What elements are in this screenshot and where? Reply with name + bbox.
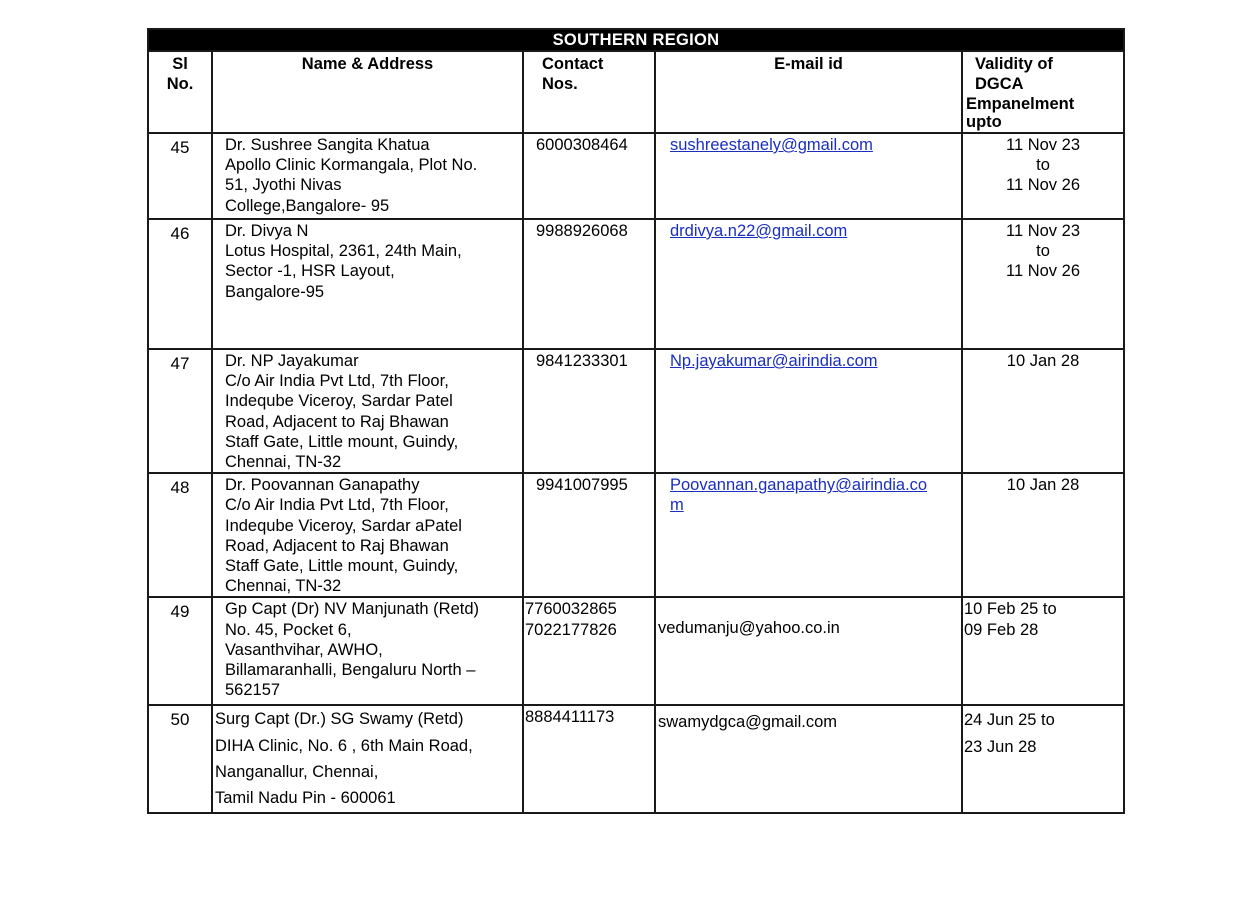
contact-no: [523, 473, 655, 597]
name-address: [212, 705, 523, 812]
table-row: [148, 219, 1124, 349]
sl-no: 48: [148, 473, 212, 597]
address-line: Chennai, TN-32: [225, 453, 342, 472]
validity-line: 23 Jun 28: [964, 737, 1037, 756]
contact-no: [523, 349, 655, 473]
validity-line: 09 Feb 28: [964, 620, 1039, 639]
phone-number: 7760032865: [525, 600, 617, 619]
table-row: [148, 473, 1124, 597]
address-line: College,Bangalore- 95: [225, 196, 390, 215]
header-name-address: Name & Address: [212, 51, 523, 133]
address-line: No. 45, Pocket 6,: [225, 620, 352, 639]
contact-no: [523, 597, 655, 705]
address-line: Tamil Nadu Pin - 600061: [215, 789, 396, 808]
address-line: Indeqube Viceroy, Sardar Patel: [225, 392, 453, 411]
phone-number: 9941007995: [536, 476, 628, 495]
header-row: [148, 51, 1124, 133]
name-line: Surg Capt (Dr.) SG Swamy (Retd): [215, 710, 464, 729]
validity: [962, 219, 1124, 349]
address-line: Staff Gate, Little mount, Guindy,: [225, 557, 459, 576]
address-line: C/o Air India Pvt Ltd, 7th Floor,: [225, 372, 449, 391]
phone-number: 7022177826: [525, 620, 617, 639]
empanelment-table: [147, 28, 1125, 814]
email-cell: [655, 597, 962, 705]
table-row: [148, 597, 1124, 705]
address-line: Road, Adjacent to Raj Bhawan: [225, 412, 449, 431]
email-link-line: Poovannan.ganapathy@airindia.co: [670, 476, 928, 495]
validity-line: 10 Jan 28: [1006, 476, 1080, 495]
address-line: Road, Adjacent to Raj Bhawan: [225, 536, 449, 555]
name-address: [212, 219, 523, 349]
header-sl-line: No.: [166, 75, 194, 93]
validity: [962, 349, 1124, 473]
name-line: Dr. Sushree Sangita Khatua: [225, 136, 430, 154]
name-line: Gp Capt (Dr) NV Manjunath (Retd): [225, 600, 480, 619]
sl-no: 49: [148, 597, 212, 705]
header-validity-line: Empanelment: [966, 95, 1075, 113]
validity-line: to: [1036, 156, 1050, 175]
empanelment-table-container: [147, 28, 1123, 814]
contact-no: [523, 219, 655, 349]
header-sl-line: Sl: [172, 55, 188, 73]
email-text: vedumanju@yahoo.co.in: [658, 619, 840, 638]
email-cell: [655, 133, 962, 219]
address-line: 562157: [225, 681, 281, 700]
address-line: Indeqube Viceroy, Sardar aPatel: [225, 516, 462, 535]
email-cell: [655, 473, 962, 597]
sl-no: 47: [148, 349, 212, 473]
header-email-id: E-mail id: [655, 51, 962, 133]
email-link-line: m: [670, 496, 684, 515]
name-address: [212, 133, 523, 219]
address-line: Chennai, TN-32: [225, 577, 342, 596]
address-line: C/o Air India Pvt Ltd, 7th Floor,: [225, 496, 449, 515]
address-line: Apollo Clinic Kormangala, Plot No.: [225, 156, 478, 175]
name-line: Dr. Poovannan Ganapathy: [225, 476, 420, 495]
header-validity-line: DGCA: [975, 75, 1024, 93]
address-line: Nanganallur, Chennai,: [215, 763, 379, 782]
contact-no: [523, 705, 655, 812]
region-title-row: [148, 29, 1124, 51]
email-link[interactable]: Np.jayakumar@airindia.com: [670, 352, 878, 370]
email-text: swamydgca@gmail.com: [658, 713, 838, 732]
header-validity: [962, 51, 1124, 133]
address-line: Billamaranhalli, Bengaluru North –: [225, 661, 476, 680]
region-title: SOUTHERN REGION: [148, 29, 1124, 51]
validity-line: 11 Nov 26: [1006, 262, 1080, 281]
email-link[interactable]: sushreestanely@gmail.com: [670, 136, 873, 154]
table-row: [148, 133, 1124, 219]
address-line: DIHA Clinic, No. 6 , 6th Main Road,: [215, 736, 473, 755]
email-cell: [655, 349, 962, 473]
validity: [962, 473, 1124, 597]
address-line: 51, Jyothi Nivas: [225, 176, 342, 195]
address-line: Staff Gate, Little mount, Guindy,: [225, 432, 459, 451]
phone-number: 9988926068: [536, 222, 628, 240]
header-sl-no: [148, 51, 212, 133]
address-line: Sector -1, HSR Layout,: [225, 262, 395, 281]
validity-line: 10 Jan 28: [1006, 352, 1080, 370]
email-cell: [655, 705, 962, 812]
phone-number: 8884411173: [525, 708, 615, 727]
validity-line: 11 Nov 23: [1006, 136, 1080, 154]
validity-line: 11 Nov 23: [1006, 222, 1080, 240]
header-contact-line: Contact: [542, 55, 604, 73]
email-link[interactable]: drdivya.n22@gmail.com: [670, 222, 848, 240]
header-validity-line: Validity of: [975, 55, 1053, 73]
validity: [962, 133, 1124, 219]
sl-no: 45: [148, 133, 212, 219]
address-line: Vasanthvihar, AWHO,: [225, 640, 383, 659]
validity: [962, 597, 1124, 705]
name-address: [212, 349, 523, 473]
name-line: Dr. Divya N: [225, 222, 309, 240]
email-cell: [655, 219, 962, 349]
validity-line: 10 Feb 25 to: [964, 600, 1057, 619]
phone-number: 6000308464: [536, 136, 628, 154]
name-address: [212, 473, 523, 597]
address-line: Bangalore-95: [225, 282, 325, 301]
contact-no: [523, 133, 655, 219]
validity-line: 24 Jun 25 to: [964, 711, 1055, 730]
name-line: Dr. NP Jayakumar: [225, 352, 359, 370]
name-address: [212, 597, 523, 705]
validity-line: 11 Nov 26: [1006, 176, 1080, 195]
header-contact-line: Nos.: [542, 75, 578, 93]
sl-no: 46: [148, 219, 212, 349]
table-row: [148, 705, 1124, 812]
sl-no: 50: [148, 705, 212, 812]
table-row: [148, 349, 1124, 473]
email-link[interactable]: [670, 475, 957, 515]
phone-number: 9841233301: [536, 352, 628, 370]
header-validity-line: upto: [966, 113, 1002, 131]
validity: [962, 705, 1124, 812]
address-line: Lotus Hospital, 2361, 24th Main,: [225, 242, 462, 261]
header-contact-nos: [523, 51, 655, 133]
validity-line: to: [1036, 242, 1050, 261]
